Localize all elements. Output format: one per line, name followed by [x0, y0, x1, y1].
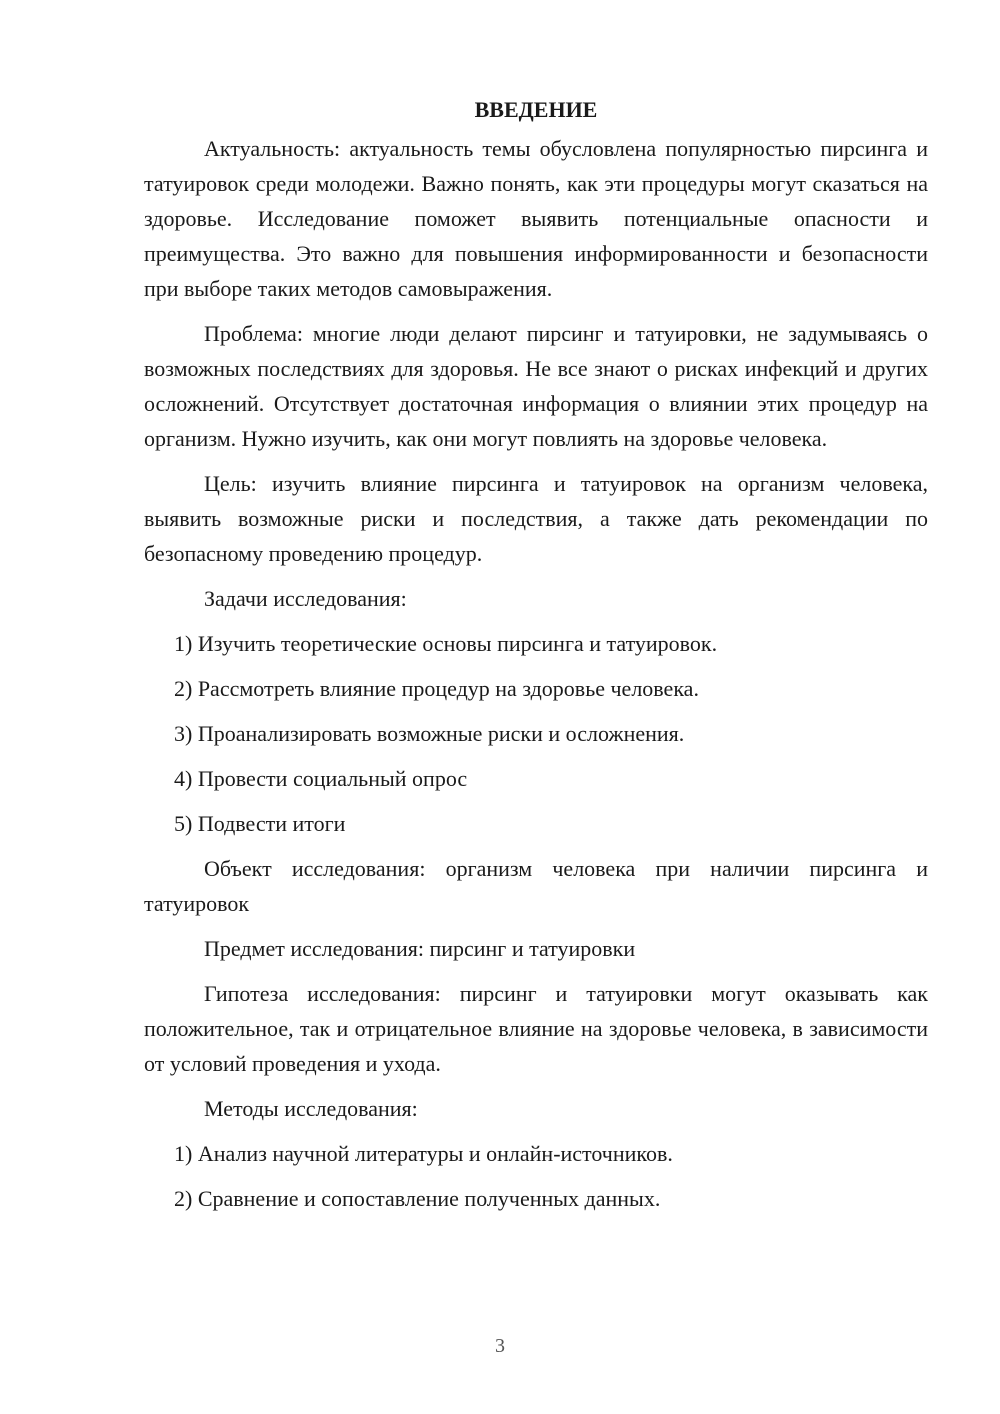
task-item-3: 3) Проанализировать возможные риски и осложнения. [174, 721, 685, 746]
task-item-5: 5) Подвести итоги [174, 811, 346, 836]
section-title: ВВЕДЕНИЕ [474, 97, 598, 122]
method-item-1: 1) Анализ научной литературы и онлайн-источников. [174, 1141, 673, 1166]
task-item-4: 4) Провести социальный опрос [174, 766, 468, 791]
object-paragraph: Объект исследования: организм человека при наличии пирсинга и татуировок [144, 856, 928, 916]
subject-paragraph: Предмет исследования: пирсинг и татуировки [204, 936, 636, 961]
method-item-2: 2) Сравнение и сопоставление полученных данных. [174, 1186, 661, 1211]
problem-paragraph: Проблема: многие люди делают пирсинг и татуировки, не задумываясь о возможных последствиях для здоровья. Не все знают о рисках инфекций и других осложнений. Отсутствует достаточная информация о влиянии этих процедур на организм. Нужно изучить, как они могут повлиять на здоровье человека. [144, 321, 928, 451]
relevance-paragraph: Актуальность: актуальность темы обусловлена популярностью пирсинга и татуировок среди молодежи. Важно понять, как эти процедуры могут сказаться на здоровье. Исследование поможет выявить потенциальные опасности и преимущества. Это важно для повышения информированности и безопасности при выборе таких методов самовыражения. [144, 136, 928, 301]
hypothesis-paragraph: Гипотеза исследования: пирсинг и татуировки могут оказывать как положительное, так и отрицательное влияние на здоровье человека, в зависимости от условий проведения и ухода. [144, 981, 928, 1076]
page-number: 3 [495, 1335, 505, 1357]
methods-heading: Методы исследования: [204, 1096, 418, 1121]
task-item-2: 2) Рассмотреть влияние процедур на здоровье человека. [174, 676, 699, 701]
tasks-heading: Задачи исследования: [204, 586, 407, 611]
task-item-1: 1) Изучить теоретические основы пирсинга и татуировок. [174, 631, 718, 656]
document-body [144, 92, 928, 1226]
goal-paragraph: Цель: изучить влияние пирсинга и татуировок на организм человека, выявить возможные риски и последствия, а также дать рекомендации по безопасному проведению процедур. [144, 471, 928, 566]
tasks-list [144, 626, 928, 841]
methods-list [144, 1136, 928, 1216]
